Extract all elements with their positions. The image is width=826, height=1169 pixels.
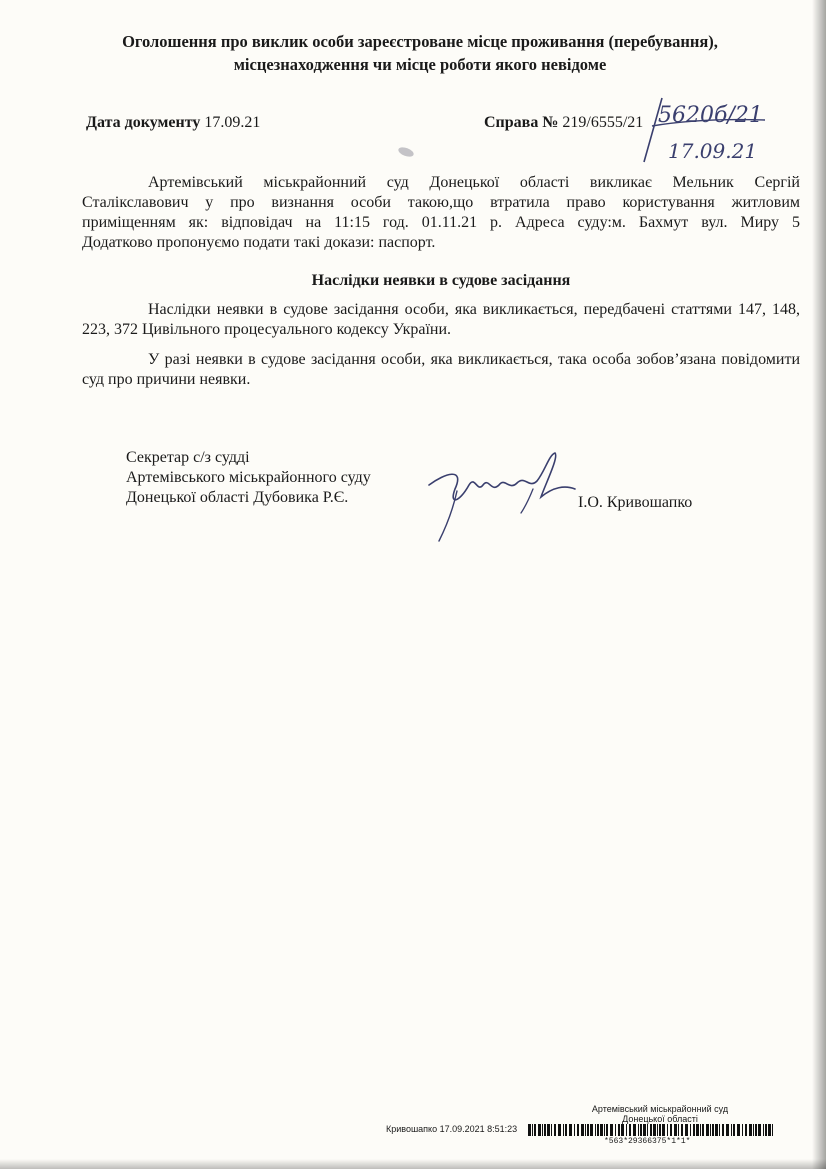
barcode-bar (742, 1124, 743, 1136)
barcode-bar (768, 1124, 771, 1136)
barcode-bar (547, 1124, 550, 1136)
barcode-bar (528, 1124, 531, 1136)
handwritten-signature (425, 445, 585, 545)
case-number (484, 114, 643, 132)
barcode-bar (585, 1124, 586, 1136)
registrar-stamp: Кривошапко 17.09.2021 8:51:23 (386, 1124, 518, 1134)
barcode-bar (610, 1124, 613, 1136)
court-stamp (560, 1104, 760, 1124)
consequences-paragraph-2: У разі неявки в судове засідання особи, яка викликається, така особа зобов’язана повідомити суд про причини неявки. (82, 351, 800, 388)
barcode-bar (629, 1124, 631, 1136)
barcode-bar (733, 1124, 735, 1136)
summons-paragraph (82, 173, 800, 253)
secretary-line-3: Донецької області Дубовика Р.Є. (126, 489, 349, 506)
barcode-bar (597, 1124, 599, 1136)
barcode-bar (749, 1124, 752, 1136)
barcode-bar (763, 1124, 764, 1136)
page-edge-shadow (812, 0, 826, 1169)
barcode-bar (606, 1124, 608, 1136)
summons-line-2: Сталікславович у про визнання особи такою,що втратила право користування житловим (82, 194, 800, 211)
handwritten-date: 17.09.21 (668, 139, 758, 163)
barcode-bar (758, 1124, 761, 1136)
summons-line-3: приміщенням як: відповідач на 11:15 год. 01.11.21 р. Адреса суду:м. Бахмут вул. Миру 5 (82, 214, 800, 231)
barcode-bar (563, 1124, 564, 1136)
barcode-bar (712, 1124, 714, 1136)
barcode-bar (667, 1124, 668, 1136)
title-line-2: місцезнаходження чи місце роботи якого невідоме (233, 55, 607, 74)
barcode-bar (643, 1124, 646, 1136)
barcode-bar (700, 1124, 701, 1136)
barcode-bar (753, 1124, 754, 1136)
barcode-bar (755, 1124, 757, 1136)
handwritten-case-annotation (640, 96, 770, 166)
barcode-bar (538, 1124, 541, 1136)
handwritten-number: 5620б/21 (658, 103, 763, 128)
barcode-bar (569, 1124, 572, 1136)
date-value: 17.09.21 (204, 114, 261, 131)
barcode-text: *563*29366375*1*1* (604, 1137, 691, 1146)
barcode-bar (618, 1124, 620, 1136)
barcode-bar (662, 1124, 665, 1136)
barcode-bar (693, 1124, 695, 1136)
barcode-bar (574, 1124, 575, 1136)
barcode-bar (532, 1124, 533, 1136)
document-title (80, 30, 760, 76)
case-value: 219/6555/21 (562, 114, 644, 131)
title-line-1: Оголошення про виклик особи зареєстроване місце проживання (перебування), (122, 32, 718, 51)
summons-line-1: Артемівський міськрайонний суд Донецької області викликає Мельник Сергій (148, 174, 800, 191)
barcode-bar (670, 1124, 672, 1136)
barcode-bar (558, 1124, 561, 1136)
barcode-bar (722, 1124, 724, 1136)
barcode-bar (565, 1124, 567, 1136)
barcode-bar (621, 1124, 624, 1136)
barcode-bar (626, 1124, 627, 1136)
barcode-bar (745, 1124, 747, 1136)
ink-smudge (397, 146, 415, 159)
barcode-bar (710, 1124, 711, 1136)
summons-line-4: Додатково пропонуємо подати такі докази: паспорт. (82, 234, 436, 251)
barcode-bar (690, 1124, 691, 1136)
barcode-bar (615, 1124, 616, 1136)
barcode-bar (719, 1124, 720, 1136)
barcode-bar (731, 1124, 732, 1136)
barcode-bar (765, 1124, 767, 1136)
barcode-bar (696, 1124, 699, 1136)
case-label: Справа № (484, 114, 559, 131)
barcode-bar (633, 1124, 636, 1136)
barcode-bar (659, 1124, 661, 1136)
barcode-bar (577, 1124, 579, 1136)
barcode-bar (657, 1124, 658, 1136)
barcode-bar (595, 1124, 596, 1136)
barcode-bar (674, 1124, 677, 1136)
secretary-line-2: Артемівського міськрайонного суду (126, 469, 371, 486)
barcode-bar (604, 1124, 605, 1136)
barcode-bar (640, 1124, 642, 1136)
barcode-bar (581, 1124, 584, 1136)
section-title: Наслідки неявки в судове засідання (311, 272, 571, 289)
barcode (528, 1124, 776, 1136)
barcode-bar (681, 1124, 683, 1136)
barcode-bar (678, 1124, 679, 1136)
page-bottom-shadow (0, 1159, 826, 1169)
court-stamp-line-1: Артемівський міськрайонний суд (591, 1104, 729, 1114)
barcode-bar (638, 1124, 639, 1136)
barcode-bar (534, 1124, 536, 1136)
barcode-bar (715, 1124, 718, 1136)
barcode-bar (726, 1124, 729, 1136)
secretary-block (126, 448, 371, 508)
barcode-bar (706, 1124, 709, 1136)
barcode-bar (544, 1124, 546, 1136)
barcode-bar (542, 1124, 543, 1136)
barcode-bar (650, 1124, 652, 1136)
barcode-bar (772, 1124, 773, 1136)
barcode-bar (587, 1124, 589, 1136)
consequences-paragraph-1: Наслідки неявки в судове засідання особи, яка викликається, передбачені статтями 147, 148, 223, 372 Цивільного процесуального кодексу України. (82, 301, 800, 338)
barcode-bar (551, 1124, 552, 1136)
barcode-bar (653, 1124, 656, 1136)
document-date (86, 114, 260, 132)
barcode-bar (685, 1124, 688, 1136)
barcode-bar (647, 1124, 648, 1136)
barcode-bar (737, 1124, 740, 1136)
barcode-bar (600, 1124, 603, 1136)
signer-name: І.О. Кривошапко (578, 494, 693, 511)
barcode-bar (554, 1124, 556, 1136)
date-label: Дата документу (86, 114, 201, 131)
court-stamp-line-2: Донецької області (622, 1114, 698, 1124)
barcode-bar (590, 1124, 593, 1136)
secretary-line-1: Секретар с/з судді (126, 449, 250, 466)
barcode-bar (702, 1124, 704, 1136)
